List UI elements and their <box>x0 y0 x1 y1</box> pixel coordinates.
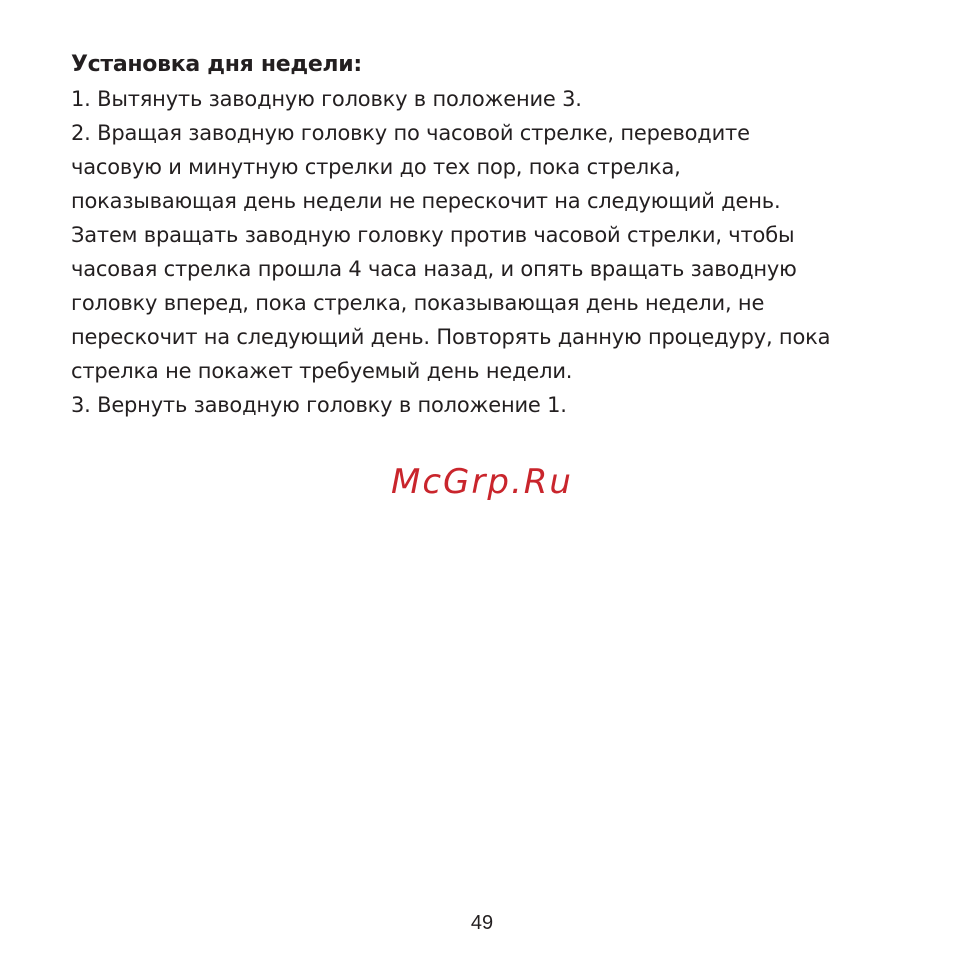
text-line: 3. Вернуть заводную головку в положение 1. <box>71 393 567 417</box>
watermark-text: McGrp.Ru <box>391 462 573 502</box>
text-line: показывающая день недели не перескочит на следующий день. <box>71 189 781 213</box>
instruction-section <box>71 48 931 422</box>
text-line: стрелка не покажет требуемый день недели. <box>71 359 573 383</box>
page-number: 49 <box>470 912 494 934</box>
text-line: головку вперед, пока стрелка, показывающая день недели, не <box>71 291 765 315</box>
text-line: часовая стрелка прошла 4 часа назад, и опять вращать заводную <box>71 257 797 281</box>
section-heading: Установка дня недели: <box>71 52 362 77</box>
text-line: Затем вращать заводную головку против часовой стрелки, чтобы <box>71 223 795 247</box>
text-line: перескочит на следующий день. Повторять данную процедуру, пока <box>71 325 831 349</box>
text-line: 1. Вытянуть заводную головку в положение 3. <box>71 87 582 111</box>
text-line: 2. Вращая заводную головку по часовой стрелке, переводите <box>71 121 750 145</box>
text-line: часовую и минутную стрелки до тех пор, пока стрелка, <box>71 155 681 179</box>
